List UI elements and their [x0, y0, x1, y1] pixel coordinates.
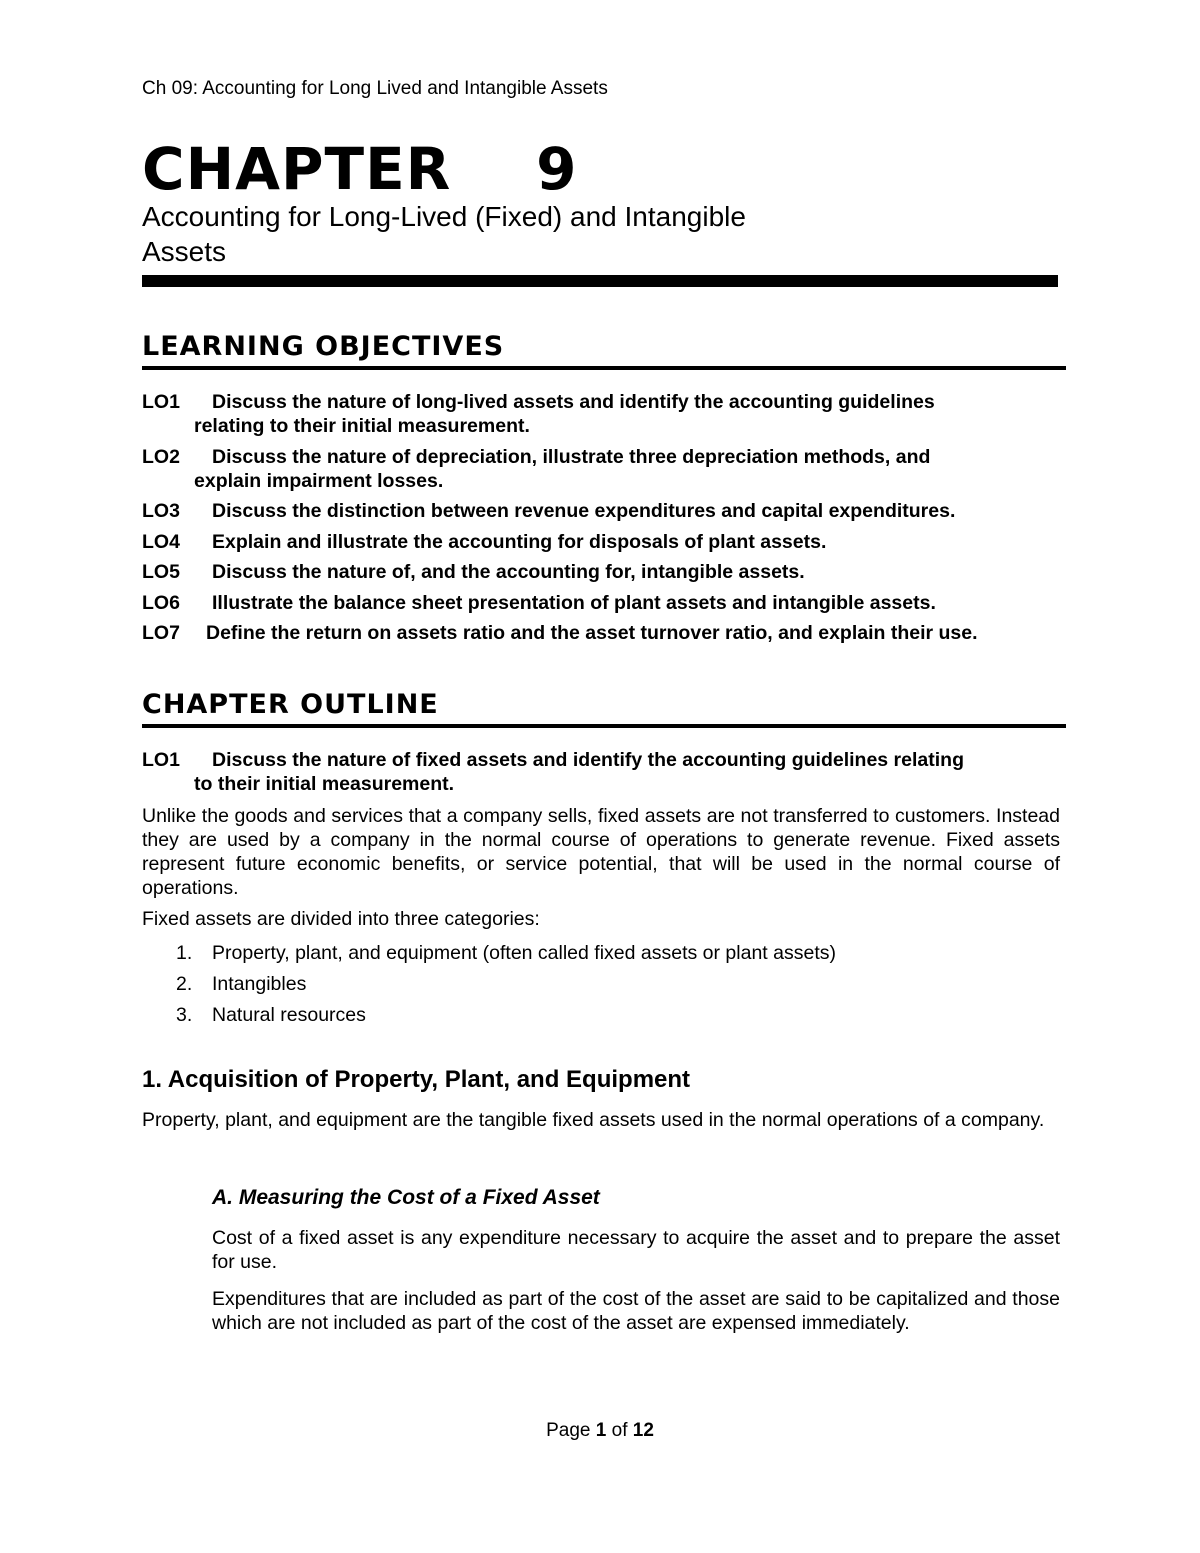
lo-text: Discuss the nature of, and the accounting for, intangible assets.: [212, 561, 805, 583]
lo-item: [142, 499, 1062, 523]
list-item: [176, 938, 836, 969]
footer-page-number: 1: [595, 1420, 607, 1441]
lo-item: [142, 591, 1062, 615]
list-text: Property, plant, and equipment (often called fixed assets or plant assets): [212, 942, 836, 964]
list-item: [176, 1000, 836, 1031]
categories-list: [176, 938, 836, 1031]
title-divider: [142, 275, 1058, 287]
lo-code: LO3: [142, 500, 180, 522]
learning-objectives-list: [142, 390, 1062, 652]
lo-code: LO1: [142, 391, 180, 413]
list-item: [176, 969, 836, 1000]
footer-of: of: [606, 1420, 633, 1441]
page-footer: [0, 1420, 1200, 1442]
outline-lo1: [142, 748, 1062, 803]
lo-text: Discuss the nature of fixed assets and identify the accounting guidelines relating: [212, 749, 964, 771]
list-text: Natural resources: [212, 1004, 366, 1026]
chapter-subtitle-line2: Assets: [142, 236, 227, 267]
footer-total-pages: 12: [632, 1420, 654, 1441]
list-number: 3.: [176, 1004, 193, 1026]
learning-objectives-heading: LEARNING OBJECTIVES: [142, 330, 1066, 370]
lo-item: [142, 560, 1062, 584]
categories-intro: Fixed assets are divided into three categories:: [142, 908, 540, 930]
outline-paragraph: Unlike the goods and services that a company sells, fixed assets are not transferred to customers. Instead they are used by a company in the normal course of operations to generate revenue. Fixed assets represent future economic benefits, or service potential, that will be used in the normal course of operations.: [142, 805, 1060, 899]
lo-item: [142, 748, 1062, 796]
lo-text: Illustrate the balance sheet presentation of plant assets and intangible assets.: [212, 591, 936, 614]
lo-text-cont: explain impairment losses.: [194, 469, 444, 492]
lo-text-cont: to their initial measurement.: [194, 773, 455, 795]
lo-text: Define the return on assets ratio and the asset turnover ratio, and explain their use.: [206, 622, 978, 644]
measuring-cost-paragraph-2: Expenditures that are included as part of the cost of the asset are said to be capitalized and those which are not included as part of the cost of the asset are expensed immediately.: [212, 1288, 1060, 1334]
lo-code: LO4: [142, 530, 180, 553]
footer-prefix: Page: [546, 1420, 596, 1441]
lo-code: LO2: [142, 445, 180, 468]
lo-code: LO5: [142, 561, 180, 583]
section-heading-acquisition: 1. Acquisition of Property, Plant, and Equipment: [142, 1066, 691, 1093]
lo-item: [142, 530, 1062, 554]
chapter-subtitle: [142, 199, 902, 269]
running-header: Ch 09: Accounting for Long Lived and Intangible Assets: [142, 78, 608, 99]
lo-item: [142, 390, 1062, 438]
lo-code: LO1: [142, 749, 180, 771]
lo-text-cont: relating to their initial measurement.: [194, 415, 530, 437]
chapter-subtitle-line1: Accounting for Long-Lived (Fixed) and Intangible: [142, 201, 746, 232]
lo-item: [142, 445, 1062, 493]
lo-text: Discuss the nature of depreciation, illustrate three depreciation methods, and: [212, 445, 931, 468]
lo-item: [142, 621, 1062, 645]
lo-code: LO7: [142, 622, 180, 644]
chapter-title: CHAPTER 9: [142, 135, 578, 203]
chapter-outline-heading: CHAPTER OUTLINE: [142, 688, 1066, 728]
lo-text: Discuss the nature of long-lived assets and identify the accounting guidelines: [212, 391, 935, 413]
lo-code: LO6: [142, 591, 180, 614]
list-number: 1.: [176, 942, 193, 964]
list-text: Intangibles: [212, 973, 307, 995]
subsection-heading-measuring-cost: A. Measuring the Cost of a Fixed Asset: [212, 1186, 600, 1209]
acquisition-paragraph: Property, plant, and equipment are the tangible fixed assets used in the normal operations of a company.: [142, 1109, 1045, 1131]
lo-text: Explain and illustrate the accounting for disposals of plant assets.: [212, 530, 827, 553]
measuring-cost-paragraph-1: Cost of a fixed asset is any expenditure necessary to acquire the asset and to prepare the asset for use.: [212, 1227, 1060, 1273]
lo-text: Discuss the distinction between revenue expenditures and capital expenditures.: [212, 500, 956, 522]
list-number: 2.: [176, 973, 193, 995]
